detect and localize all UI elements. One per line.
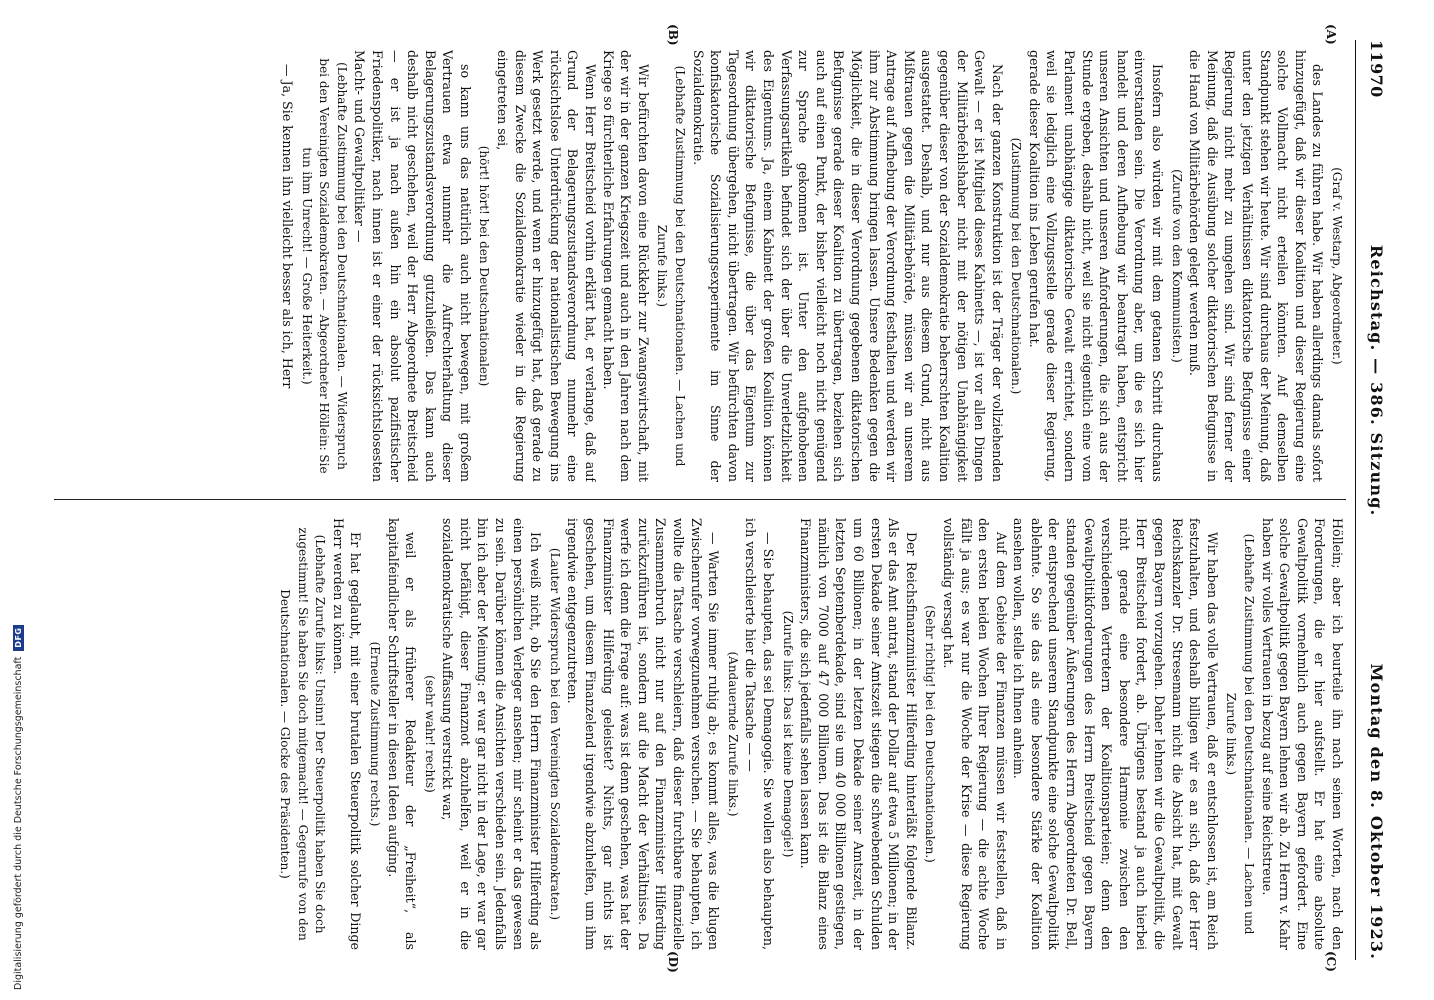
margin-mark-a: (A) (1324, 24, 1338, 45)
stage-direction: (Zurufe links: Das ist keine Demagogie!) (780, 610, 795, 858)
stage-direction: (Sehr richtig! bei den Deutschnationalen.) (923, 605, 938, 863)
speech-paragraph: Insofern also würden wir mit dem getanen Schritt durchaus einverstanden sein. Die Verordnung aber, um die es sich hier handelt und deren Aufhebung wir beantragt haben, entspricht unseren Ansichten und unseren Anforderungen, die sich aus der Stunde ergeben, deshalb nicht, weil sie nicht eigentlich eine vom Parlament unabhängige diktatorische Gewalt errichtet, sondern weil sie lediglich eine Vollzugsstelle gerade dieser Regierung, gerade dieser Koalition ins Leben gerufen hat. (1026, 50, 1166, 482)
stage-direction: (sehr wahr! rechts) (422, 675, 437, 793)
speech-paragraph: Er hat geglaubt, mit einer brutalen Steuerpolitik solcher Dinge Herr werden zu können. (330, 518, 364, 950)
margin-mark-c: (C) (1324, 951, 1338, 972)
speech-paragraph: — Sie behaupten, das sei Demagogie. Sie wollen also behaupten, ich verschleierte hier die Tatsache — — (743, 518, 776, 950)
running-head (1356, 40, 1386, 960)
stage-direction: (Lebhafte Zustimmung bei den Deutschnationalen. — Lachen und Zurufe links.) (1224, 533, 1257, 935)
speech-paragraph: weil er als früherer Redakteur der „Freiheit“, als kapitalfeindlicher Schriftsteller in diesen Ideen aufging. (385, 518, 419, 950)
margin-mark-b: (B) (666, 24, 680, 46)
stage-direction: (Zurufe von den Kommunisten.) (1169, 169, 1184, 363)
stage-direction: (Lebhafte Zustimmung bei den Deutschnationalen. — Widerspruch bei den Vereinigten Sozialdemokraten. — Abgeordneter Höllein: Sie tun ihm Unrecht! — Große Heiterkeit.) (299, 58, 349, 474)
stage-direction: (Lauter Widerspruch bei den Vereinigten Sozialdemokraten.) (547, 547, 562, 921)
running-head-title: Reichstag. — 386. Sitzung. (1367, 244, 1386, 517)
stage-direction: (Lebhafte Zurufe links: Unsinn! Der Steuerpolitik haben Sie doch zugestimmt! Sie haben Sie doch mitgemacht! — Gegenrufe von den Deutschnationalen. — Glocke des Präsidenten.) (277, 527, 328, 941)
stage-direction: (Zustimmung bei den Deutschnationalen.) (1009, 137, 1024, 395)
stage-direction: (Erneute Zustimmung rechts.) (367, 641, 382, 827)
speech-paragraph: Ich weiß nicht, ob Sie den Herrn Finanzminister Hilferding als einen persönlichen Verleger ansehen; mir scheint er das gewesen zu sein. Darüber können die Ansichten verschieden sein. Jedenfalls bin ich aber der Meinung: er war gar nicht in der Lage, er war gar nicht befähigt, dieser Finanznot abzuhelfen, weil er in die sozialdemokratische Auffassung verstrickt war, (440, 518, 544, 950)
speech-paragraph: Auf dem Gebiete der Finanzen müssen wir feststellen, daß in den ersten beiden Wochen Ihrer Regierung — die achte Woche fällt ja aus; es war nur die Woche der Krise — diese Regierung vollständig versagt hat. (940, 518, 1009, 950)
speech-paragraph: Wir haben das volle Vertrauen, daß er entschlossen ist, am Reich festzuhalten, und deshalb billigen wir es an sich, daß der Herr Reichskanzler Dr. Stresemann nicht die Absicht hat, mit Gewalt gegen Bayern vorzugehen. Daher lehnen wir die Gewaltpolitik, die Herr Breitscheid fordert, ab. Übrigens bestand ja auch hierbei nicht gerade eine besondere Harmonie zwischen den verschiedenen Vertretern der Koalitionsparteien; denn den Gewaltpolitikforderungen des Herrn Breitscheid gegen Bayern standen gegenüber Äußerungen des Herrn Abgeordneten Dr. Bell, der entsprechend unserem Standpunkte eine solche Gewaltpolitik ablehnte. So sie das als eine besondere Stärke der Koalition ansehen wollen, stelle ich Ihnen anheim. (1011, 518, 1220, 950)
head-rule (1355, 40, 1356, 960)
stage-direction: (hört! hört! bei den Deutschnationalen) (477, 145, 492, 387)
running-head-date: Montag den 8. Oktober 1923. (1367, 663, 1386, 960)
speech-paragraph: Der Reichsfinanzminister Hilferding hinterläßt folgende Bilanz. Als er das Amt antrat, stand der Dollar auf etwa 5 Millionen; in der ersten Dekade seiner Amtszeit stiegen die schwebenden Schulden um 60 Billionen; in der letzten Dekade seiner Amtszeit, in der letzten Septemberdekade, sind sie um 40 000 Billionen gestiegen, nämlich von 7000 auf 47 000 Billionen. Das ist die Bilanz eines Finanzministers, die sich jedenfalls sehen lassen kann. (798, 518, 919, 950)
speech-paragraph: Nach der ganzen Konstruktion ist der Träger der vollziehenden Gewalt — er ist Mitglied dieses Kabinetts —, ist vor allen Dingen der Militärbefehlshaber nicht mit der nötigen Unabhängigkeit gegenüber dieser von der Sozialdemokratie beherrschten Koalition ausgestattet. Deshalb, und nur aus diesem Grund, nicht aus Mißtrauen gegen die Militärbehörde, müssen wir an unserem Antrage auf Aufhebung der Verordnung festhalten und werden wir ihm zur Abstimmung bringen lassen. Unsere Bedenken gegen die Möglichkeit, die in dieser Verordnung gegebenen diktatorischen Befugnisse gerade dieser Koalition zu übertragen, beziehen sich auch auf einen Punkt, der bisher vielleicht noch nicht genügend zur Sprache gekommen ist. Unter den aufgehobenen Verfassungsartikeln befindet sich der über die Unverletzlichkeit des Eigentums. Ja, einem Kabinett der großen Koalition können wir diktatorische Befugnisse, die über das Eigentum zur Tagesordnung übergehen, nicht übertragen. Wir befürchten davon konfiskatorische Sozialisierungsexperimente im Sinne der Sozialdemokratie. (690, 50, 1005, 482)
speech-paragraph: des Landes zu führen habe. Wir haben allerdings damals sofort hinzugefügt, daß wir dieser Koalition und dieser Regierung eine solche Vollmacht nicht erteilen könnten. Auf demselben Standpunkt stehen wir heute. Wir sind durchaus der Meinung, daß unter den jetzigen Verhältnissen diktatorische Befugnisse einer Regierung nicht mehr zu umgehen sind. Wir sind ferner der Meinung, daß die Ausübung solcher diktatorischen Befugnisse in die Hand von Militärbehörden gelegt werden muß. (1187, 50, 1326, 482)
speaker-line: (Graf v. Westarp, Abgeordneter.) (1330, 167, 1344, 365)
speech-paragraph: Wir befürchten davon eine Rückkehr zur Zwangswirtschaft, mit der wir in der ganzen Kriegszeit und auch in den Jahren nach dem Kriege so fürchterliche Erfahrungen gemacht haben. (600, 50, 651, 482)
speech-paragraph: Wenn Herr Breitscheid vorhin erklärt hat, er verlange, daß auf Grund der Belagerungszustandsverordnung nunmehr eine rücksichtslose Unterdrückung der nationalistischen Bewegung ins Werk gesetzt werde, und wenn er hinzugefügt hat, daß gerade zu diesem Zwecke die Sozialdemokratie wieder in die Regierung eingetreten sei, (495, 50, 599, 482)
speech-paragraph: so kann uns das natürlich auch nicht bewegen, mit großem Vertrauen etwa nunmehr die Aufrechterhaltung dieser Belagerungszustandsverordnung gutzuheißen. Das kann auch deshalb nicht geschehen, weil der Herr Abgeordnete Breitscheid — er ist ja nach außen hin ein absolut pazifistischer Friedenspolitiker, nach innen ist er einer der rücksichtslosesten Macht- und Gewaltpolitiker — (352, 50, 473, 482)
document-page (40, 20, 1400, 980)
left-column (54, 50, 1346, 482)
digitization-notice-text: Digitalisierung gefördert durch die Deutsche Forschungsgemeinschaft (13, 656, 24, 990)
page-number: 11970 (1367, 40, 1386, 98)
column-divider (54, 499, 1346, 500)
page-wrapper (40, 20, 1400, 980)
right-column (54, 518, 1346, 950)
speech-paragraph: — Warten Sie immer ruhig ab; es kommt alles, was die klugen Zwischenrufer vorwegzunehmen versuchen. — Sie behaupten, ich wollte die Tatsache verschleiern, daß dieser furchtbare finanzielle Zusammenbruch nicht nur auf den Finanzminister Hilferding zurückzuführen ist, sondern auf die Macht der Verhältnisse. Da werfe ich denn die Frage auf: was ist denn geschehen, was hat der Finanzminister Hilferding geleistet? Nichts, gar nichts ist geschehen, um diesem Finanzelend irgendwie abzuhelfen, um ihm irgendwie entgegenzutreten. (565, 518, 722, 950)
dfg-logo: DFG (13, 625, 24, 651)
stage-direction: (Andauernde Zurufe links.) (725, 651, 740, 817)
speech-paragraph: Höllein; aber ich beurteile ihn nach seinen Worten, nach den Forderungen, die er hier aufstellt. Er hat eine absolute Gewaltpolitik vornehmlich auch gegen Bayern gefordert. Eine solche Gewaltpolitik gegen Bayern lehnen wir ab. Zu Herrn v. Kahr haben wir volles Vertrauen in bezug auf seine Reichstreue. (1259, 518, 1345, 950)
margin-mark-d: (D) (666, 951, 680, 973)
digitization-notice (0, 0, 24, 1000)
speech-paragraph: — Ja, Sie kennen ihn vielleicht besser als ich, Herr (279, 64, 295, 389)
stage-direction: (Lebhafte Zustimmung bei den Deutschnationalen. — Lachen und Zurufe links.) (655, 65, 688, 467)
